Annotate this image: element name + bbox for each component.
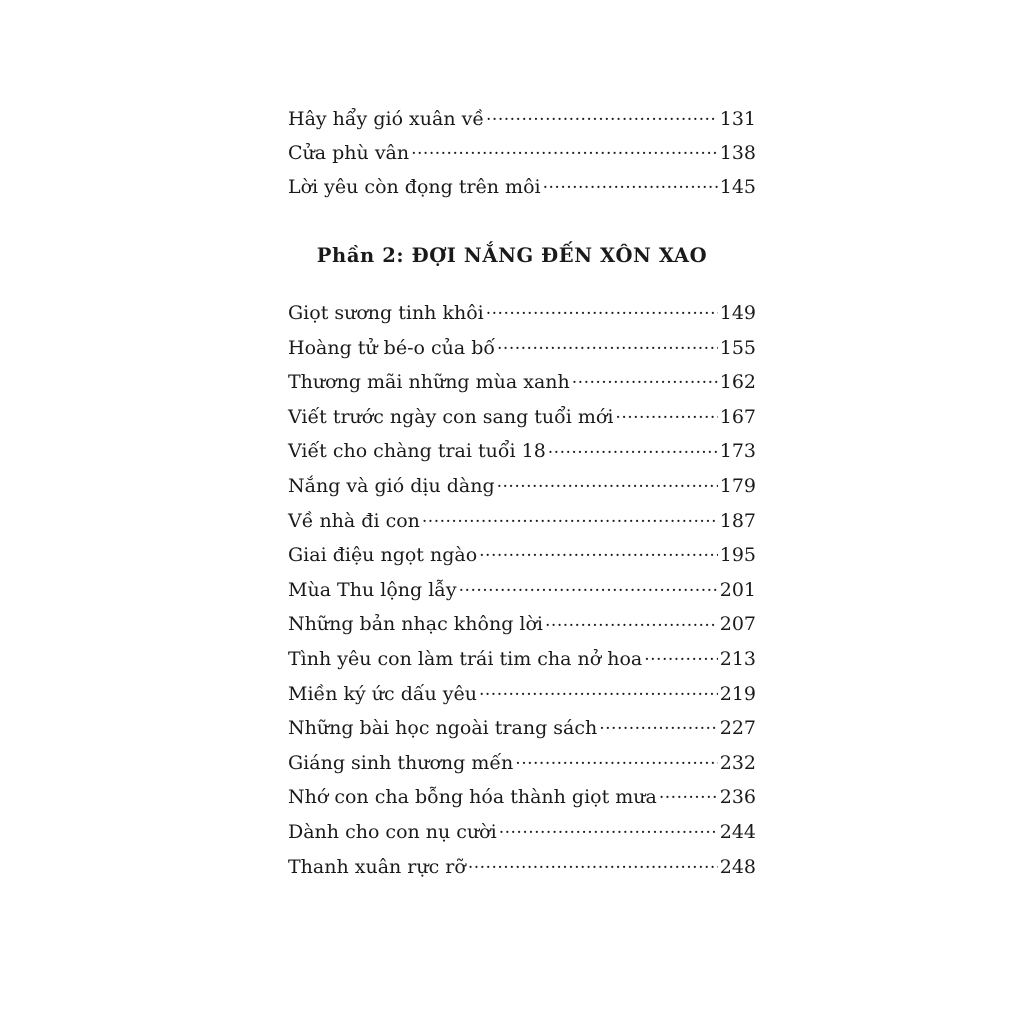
toc-entry-title: Giọt sương tinh khôi [288, 302, 484, 324]
toc-entry [288, 174, 756, 208]
dot-leader [615, 404, 717, 423]
toc-entry-page: 207 [719, 613, 756, 636]
toc-entry-page: 248 [719, 855, 756, 878]
toc-entry-page: 138 [719, 142, 756, 164]
toc-entry [288, 784, 756, 819]
toc-entry [288, 715, 756, 750]
toc-entry [288, 681, 756, 716]
toc-entry-title: Viết trước ngày con sang tuổi mới [288, 405, 614, 428]
toc-entry [288, 750, 756, 785]
toc-entry-page: 173 [719, 440, 756, 463]
toc-entry [288, 508, 756, 543]
toc-entry-page: 155 [719, 336, 756, 359]
toc-entry-page: 244 [719, 820, 756, 843]
toc-entry-page: 236 [719, 786, 756, 809]
toc-entry [288, 646, 756, 681]
toc-entry [288, 611, 756, 646]
toc-entry-page: 195 [719, 544, 756, 567]
dot-leader [543, 174, 718, 193]
dot-leader [515, 750, 717, 769]
toc-entry-title: Về nhà đi con [288, 509, 420, 532]
dot-leader [497, 335, 718, 354]
toc-entry [288, 819, 756, 854]
toc-entry [288, 438, 756, 473]
toc-entry-page: 179 [719, 474, 756, 497]
toc-entry-page: 227 [719, 717, 756, 740]
dot-leader [644, 646, 718, 665]
toc-entry-page: 213 [719, 647, 756, 670]
dot-leader [548, 438, 718, 457]
toc-entry [288, 854, 756, 889]
toc-entry-title: Thương mãi những mùa xanh [288, 371, 570, 394]
toc-entry [288, 473, 756, 508]
toc-entry [288, 300, 756, 335]
toc-entry-page: 219 [719, 682, 756, 705]
toc-entry-title: Giáng sinh thương mến [288, 751, 514, 774]
dot-leader [659, 784, 718, 803]
dot-leader [479, 681, 718, 700]
toc-entry-title: Tình yêu con làm trái tim cha nở hoa [288, 647, 643, 670]
toc-entry-page: 131 [719, 108, 756, 130]
toc-entry-title: Mùa Thu lộng lẫy [288, 578, 457, 601]
dot-leader [468, 854, 718, 873]
toc-entry-page: 162 [719, 371, 756, 394]
dot-leader [497, 473, 718, 492]
dot-leader [486, 300, 718, 319]
dot-leader [459, 577, 718, 596]
toc-list-top [288, 106, 756, 208]
toc-entry [288, 140, 756, 174]
toc-entry [288, 335, 756, 370]
section-heading: Phần 2: ĐỢI NẮNG ĐẾN XÔN XAO [316, 244, 708, 267]
toc-entry-page: 187 [719, 509, 756, 532]
dot-leader [545, 611, 718, 630]
toc-entry-title: Dành cho con nụ cười [288, 820, 497, 843]
dot-leader [599, 715, 718, 734]
toc-entry-title: Những bài học ngoài trang sách [288, 717, 598, 740]
toc-entry-page: 232 [719, 751, 756, 774]
toc-entry-title: Hây hẩy gió xuân về [288, 108, 485, 130]
toc-entry [288, 577, 756, 612]
toc-entry-page: 201 [719, 578, 756, 601]
toc-entry [288, 369, 756, 404]
toc-entry-title: Nhớ con cha bỗng hóa thành giọt mưa [288, 786, 657, 809]
toc-entry-title: Thanh xuân rực rỡ [288, 855, 466, 878]
toc-entry [288, 404, 756, 439]
toc-entry-page: 149 [719, 302, 756, 324]
toc-entry-title: Những bản nhạc không lời [288, 613, 544, 636]
toc-entry-title: Nắng và gió dịu dàng [288, 474, 495, 497]
dot-leader [572, 369, 718, 388]
toc-entry-title: Miền ký ức dấu yêu [288, 682, 477, 705]
toc-entry-page: 167 [719, 405, 756, 428]
toc-entry [288, 106, 756, 140]
toc-entry-title: Lời yêu còn đọng trên môi [288, 176, 541, 198]
dot-leader [499, 819, 718, 838]
dot-leader [411, 140, 718, 159]
dot-leader [479, 542, 718, 561]
toc-entry-page: 145 [719, 176, 756, 198]
toc-entry-title: Hoàng tử bé-o của bố [288, 336, 496, 359]
dot-leader [486, 106, 718, 125]
dot-leader [422, 508, 718, 527]
toc-entry-title: Cửa phù vân [288, 142, 410, 164]
toc-list-main [288, 300, 756, 888]
toc-entry-title: Viết cho chàng trai tuổi 18 [288, 440, 546, 463]
toc-entry [288, 542, 756, 577]
toc-entry-title: Giai điệu ngọt ngào [288, 544, 478, 567]
